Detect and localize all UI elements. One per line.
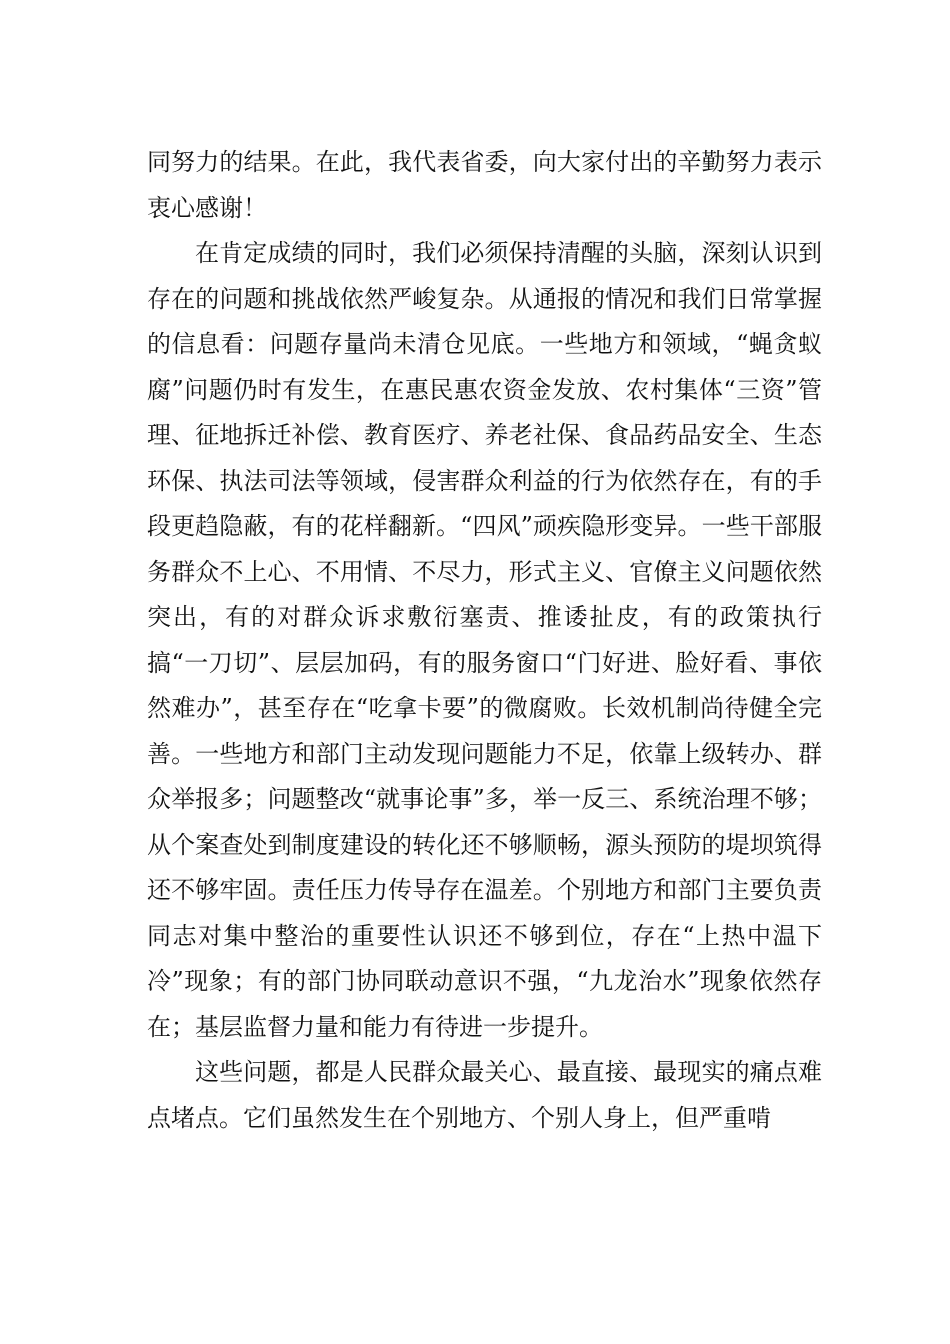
paragraph-pain-points: 这些问题，都是人民群众最关心、最直接、最现实的痛点难点堵点。它们虽然发生在个别地方、个别人身上，但严重啃: [147, 1058, 822, 1132]
paragraph-continuation: 同努力的结果。在此，我代表省委，向大家付出的辛勤努力表示衷心感谢！: [147, 148, 822, 222]
paragraph-problems: 在肯定成绩的同时，我们必须保持清醒的头脑，深刻认识到存在的问题和挑战依然严峻复杂。从通报的情况和我们日常掌握的信息看：问题存量尚未清仓见底。一些地方和领域，“蝇贪蚁腐”问题仍时有发生，在惠民惠农资金发放、农村集体“三资”管理、征地拆迁补偿、教育医疗、养老社保、食品药品安全、生态环保、执法司法等领域，侵害群众利益的行为依然存在，有的手段更趋隐蔽，有的花样翻新。“四风”顽疾隐形变异。一些干部服务群众不上心、不用情、不尽力，形式主义、官僚主义问题依然突出，有的对群众诉求敷衍塞责、推诿扯皮，有的政策执行搞“一刀切”、层层加码，有的服务窗口“门好进、脸好看、事依然难办”，甚至存在“吃拿卡要”的微腐败。长效机制尚待健全完善。一些地方和部门主动发现问题能力不足，依靠上级转办、群众举报多；问题整改“就事论事”多，举一反三、系统治理不够；从个案查处到制度建设的转化还不够顺畅，源头预防的堤坝筑得还不够牢固。责任压力传导存在温差。个别地方和部门主要负责同志对集中整治的重要性认识还不够到位，存在“上热中温下冷”现象；有的部门协同联动意识不强，“九龙治水”现象依然存在；基层监督力量和能力有待进一步提升。: [147, 239, 822, 1041]
document-body: [147, 140, 822, 1141]
